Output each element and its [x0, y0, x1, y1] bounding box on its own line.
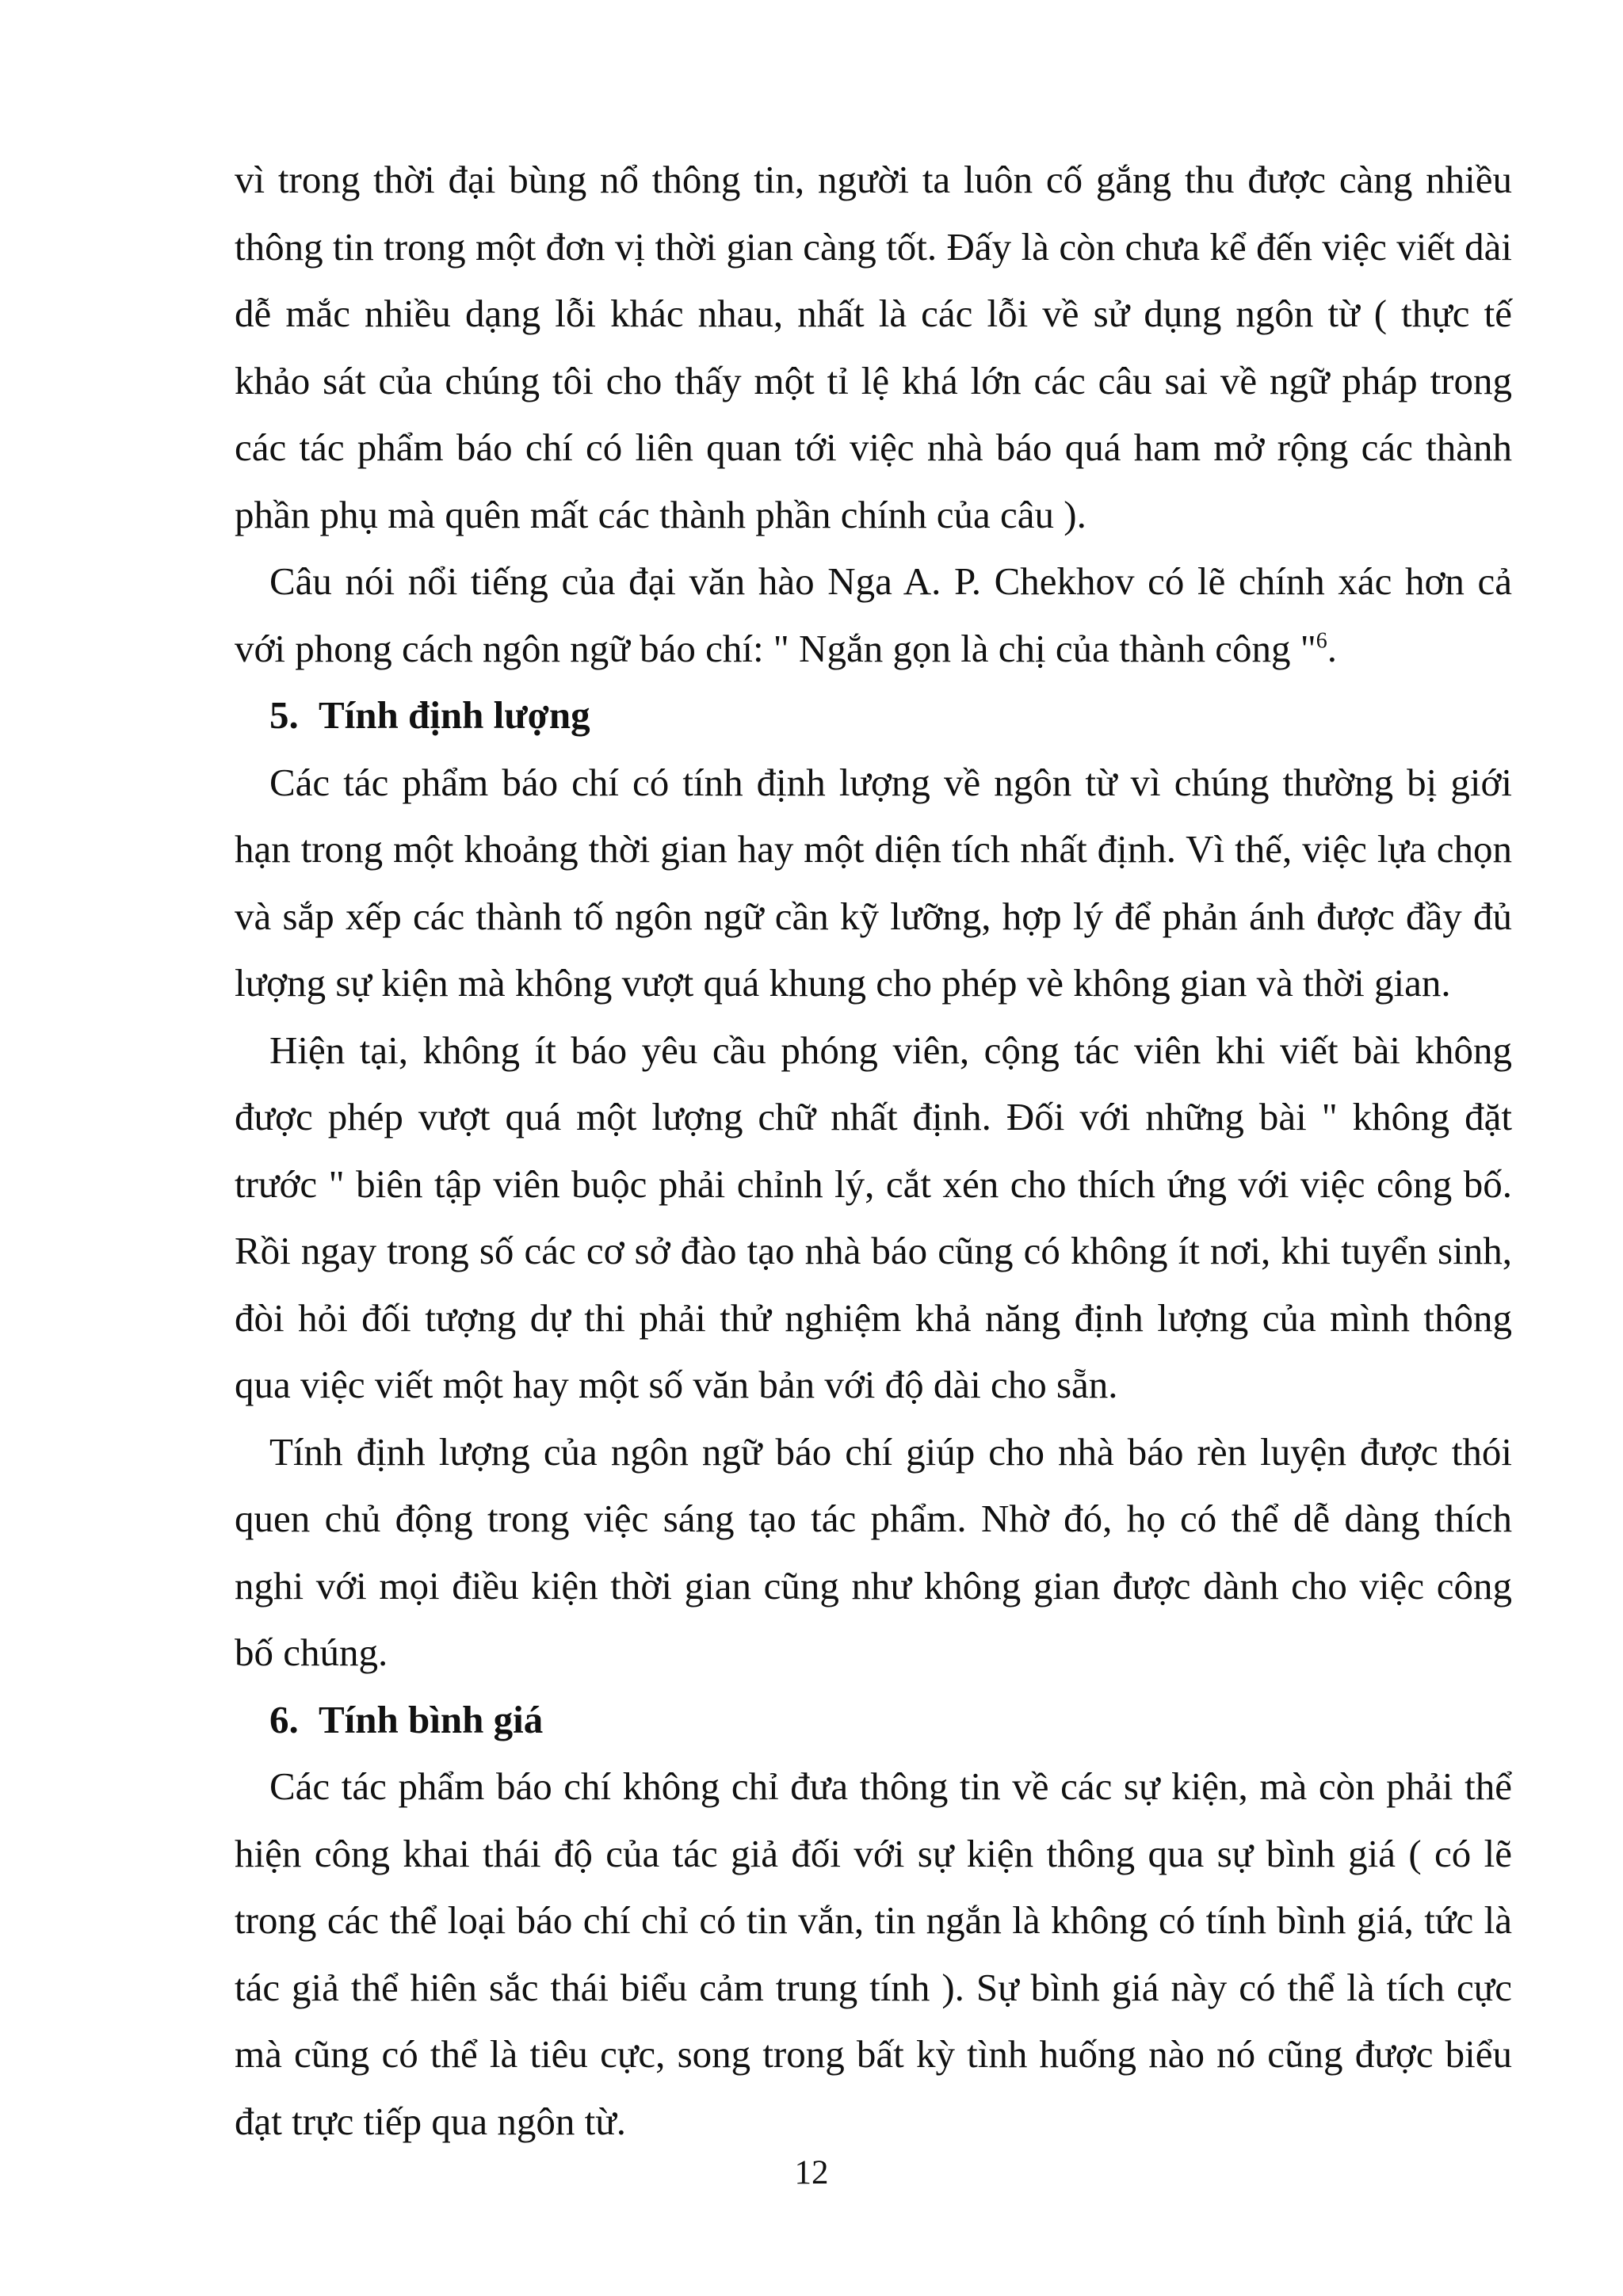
paragraph-evaluation: Các tác phẩm báo chí không chỉ đưa thông tin về các sự kiện, mà còn phải thể hiện công khai thái độ của tác giả đối với sự kiện thông qua sự bình giá ( có lẽ trong các thể loại báo chí chỉ có tin vắn, tin ngắn là không có tính bình giá, tức là tác giả thể hiên sắc thái biểu cảm trung tính ). Sự bình giá này có thể là tích cực mà cũng có thể là tiêu cực, song trong bất kỳ tình huống nào nó cũng được biểu đạt trực tiếp qua ngôn từ. — [235, 1764, 1512, 2143]
paragraph-chekhov-text: Câu nói nổi tiếng của đại văn hào Nga A. P. Chekhov có lẽ chính xác hơn cả với phong cách ngôn ngữ báo chí: " Ngắn gọn là chị của thành công " — [235, 559, 1512, 670]
paragraph-quantitative-benefit: Tính định lượng của ngôn ngữ báo chí giúp cho nhà báo rèn luyện được thói quen chủ động trong việc sáng tạo tác phẩm. Nhờ đó, họ có thể dễ dàng thích nghi với mọi điều kiện thời gian cũng như không gian được dành cho việc công bố chúng. — [235, 1429, 1512, 1674]
page-number: 12 — [794, 2154, 829, 2191]
section-number-6: 6. — [269, 1697, 299, 1741]
section-title-5: Tính định lượng — [319, 693, 590, 737]
paragraph-word-limit: Hiện tại, không ít báo yêu cầu phóng viên, cộng tác viên khi viết bài không được phép vượt quá một lượng chữ nhất định. Đối với những bài " không đặt trước " biên tập viên buộc phải chỉnh lý, cắt xén cho thích ứng với việc công bố. Rồi ngay trong số các cơ sở đào tạo nhà báo cũng có không ít nơi, khi tuyển sinh, đòi hỏi đối tượng dự thi phải thử nghiệm khả năng định lượng của mình thông qua việc viết một hay một số văn bản với độ dài cho sẵn. — [235, 1028, 1512, 1406]
paragraph-chekhov-quote — [235, 548, 1512, 682]
paragraph-continuation: vì trong thời đại bùng nổ thông tin, người ta luôn cố gắng thu được càng nhiều thông tin trong một đơn vị thời gian càng tốt. Đấy là còn chưa kể đến việc viết dài dễ mắc nhiều dạng lỗi khác nhau, nhất là các lỗi về sử dụng ngôn từ ( thực tế khảo sát của chúng tôi cho thấy một tỉ lệ khá lớn các câu sai về ngữ pháp trong các tác phẩm báo chí có liên quan tới việc nhà báo quá ham mở rộng các thành phần phụ mà quên mất các thành phần chính của câu ). — [235, 158, 1512, 536]
paragraph-quantitative-intro: Các tác phẩm báo chí có tính định lượng về ngôn từ vì chúng thường bị giới hạn trong một khoảng thời gian hay một diện tích nhất định. Vì thế, việc lựa chọn và sắp xếp các thành tố ngôn ngữ cần kỹ lưỡng, hợp lý để phản ánh được đầy đủ lượng sự kiện mà không vượt quá khung cho phép vè không gian và thời gian. — [235, 760, 1512, 1005]
section-heading-6 — [235, 1687, 1512, 1754]
section-title-6: Tính bình giá — [319, 1697, 544, 1741]
footnote-marker: 6 — [1316, 628, 1327, 654]
section-number-5: 5. — [269, 693, 299, 737]
section-heading-5 — [235, 682, 1512, 749]
page-body — [235, 147, 1512, 2155]
paragraph-chekhov-end: . — [1327, 626, 1338, 670]
